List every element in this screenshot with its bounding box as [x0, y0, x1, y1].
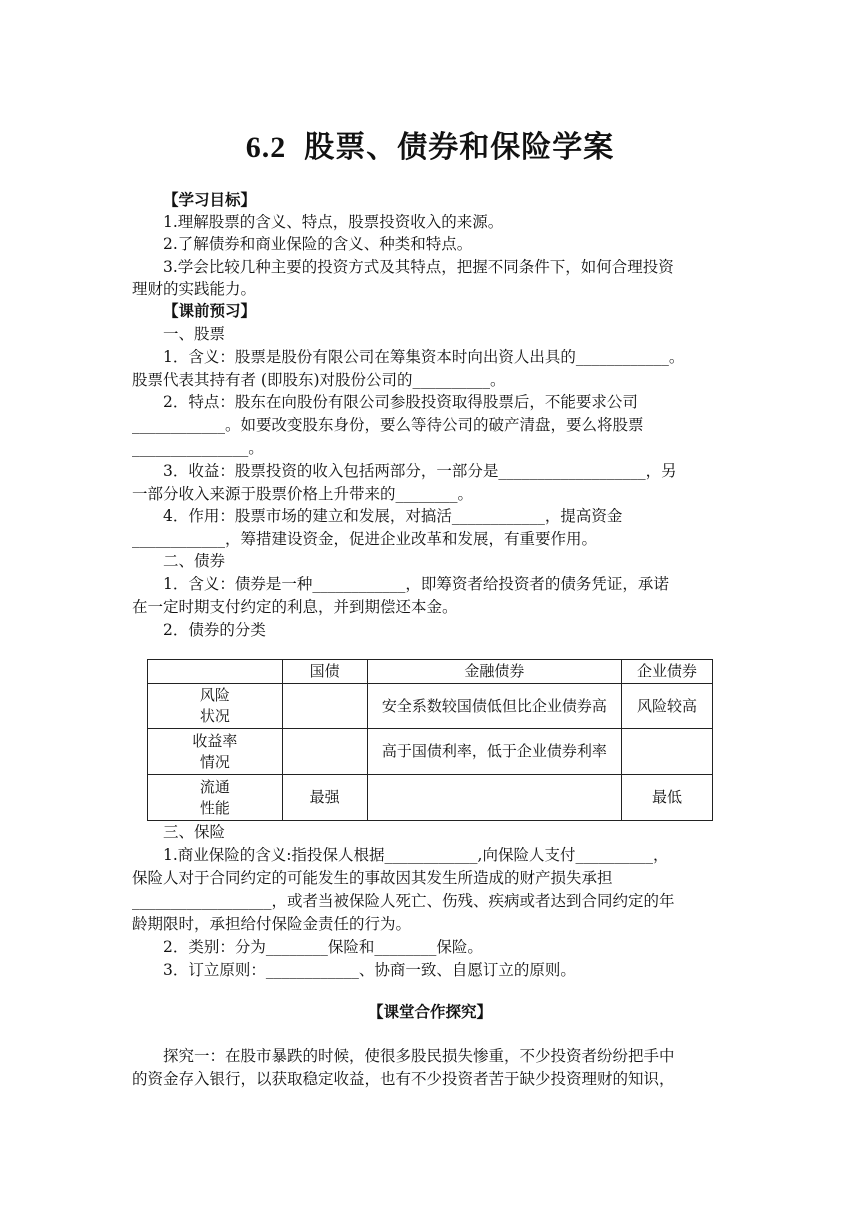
- goal-1: 1.理解股票的含义、特点，股票投资收入的来源。: [163, 213, 504, 231]
- table-cell: 高于国债利率，低于企业债券利率: [367, 729, 622, 775]
- goals-heading: 【学习目标】: [163, 190, 257, 209]
- table-row: [148, 729, 713, 775]
- stock-role-line-2: ____________，筹措建设资金，促进企业改革和发展，有重要作用。: [132, 530, 598, 548]
- row-label: 流通 性能: [148, 775, 283, 821]
- table-row: [148, 775, 713, 821]
- bond-classification-table: [147, 659, 713, 821]
- insurance-category: 2．类别：分为________保险和________保险。: [163, 938, 483, 956]
- stock-role-line-1: 4．作用：股票市场的建立和发展，对搞活____________，提高资金: [163, 507, 623, 525]
- stock-meaning-line-2: 股票代表其持有者 (即股东)对股份公司的__________。: [132, 371, 506, 389]
- title-number: 6.2: [245, 131, 287, 164]
- insurance-meaning-line-4: 龄期限时，承担给付保险金责任的行为。: [132, 915, 412, 933]
- table-cell: 最低: [622, 775, 713, 821]
- inquiry-1-line-2: 的资金存入银行，以获取稳定收益，也有不少投资者苦于缺少投资理财的知识，: [132, 1070, 675, 1088]
- row-label: 收益率 情况: [148, 729, 283, 775]
- table-cell: 风险较高: [622, 684, 713, 729]
- bond-heading: 二、债券: [163, 552, 226, 570]
- inquiry-1-line-1: 探究一：在股市暴跌的时候，使很多股民损失惨重，不少投资者纷纷把手中: [163, 1047, 675, 1065]
- stock-meaning-line-1: 1．含义：股票是股份有限公司在筹集资本时向出资人出具的____________。: [163, 348, 685, 366]
- table-row: [148, 684, 713, 729]
- bond-meaning-line-1: 1．含义：债券是一种____________，即筹资者给投资者的债务凭证，承诺: [163, 575, 669, 593]
- stock-feature-line-2: ____________。如要改变股东身份，要么等待公司的破产清盘，要么将股票: [132, 416, 644, 434]
- page-title: [0, 122, 860, 166]
- bond-classification-heading: 2．债券的分类: [163, 621, 266, 639]
- table-header-cell: 企业债券: [622, 660, 713, 684]
- insurance-meaning-line-2: 保险人对于合同约定的可能发生的事故因其发生所造成的财产损失承担: [132, 869, 613, 887]
- table-cell: [622, 729, 713, 775]
- insurance-meaning-line-3: __________________，或者当被保险人死亡、伤残、疾病或者达到合同约定的年: [132, 892, 675, 910]
- preview-heading: 【课前预习】: [163, 301, 257, 320]
- insurance-meaning-line-1: 1.商业保险的含义:指投保人根据____________,向保险人支付__________，: [163, 846, 669, 864]
- table-cell: 最强: [282, 775, 367, 821]
- stock-feature-line-1: 2．特点：股东在向股份有限公司参股投资取得股票后，不能要求公司: [163, 393, 638, 411]
- stock-feature-line-3: _______________。: [132, 439, 264, 457]
- stock-income-line-2: 一部分收入来源于股票价格上升带来的________。: [132, 485, 474, 503]
- insurance-heading: 三、保险: [163, 823, 226, 841]
- table-header-cell: [148, 660, 283, 684]
- goal-3-line-2: 理财的实践能力。: [132, 280, 257, 298]
- goal-2: 2.了解债券和商业保险的含义、种类和特点。: [163, 235, 473, 253]
- table-cell: [282, 684, 367, 729]
- table-cell: 安全系数较国债低但比企业债券高: [367, 684, 622, 729]
- table-header-cell: 金融债券: [367, 660, 622, 684]
- insurance-principle: 3．订立原则：____________、协商一致、自愿订立的原则。: [163, 961, 576, 979]
- stock-heading: 一、股票: [163, 325, 226, 343]
- goal-3-line-1: 3.学会比较几种主要的投资方式及其特点，把握不同条件下，如何合理投资: [163, 258, 674, 276]
- table-header-row: [148, 660, 713, 684]
- bond-meaning-line-2: 在一定时期支付约定的利息，并到期偿还本金。: [132, 598, 458, 616]
- title-text: 股票、债券和保险学案: [304, 130, 615, 165]
- stock-income-line-1: 3．收益：股票投资的收入包括两部分，一部分是___________________，另: [163, 462, 677, 480]
- table-cell: [367, 775, 622, 821]
- table-cell: [282, 729, 367, 775]
- table-header-cell: 国债: [282, 660, 367, 684]
- row-label: 风险 状况: [148, 684, 283, 729]
- coop-heading: 【课堂合作探究】: [367, 1002, 492, 1021]
